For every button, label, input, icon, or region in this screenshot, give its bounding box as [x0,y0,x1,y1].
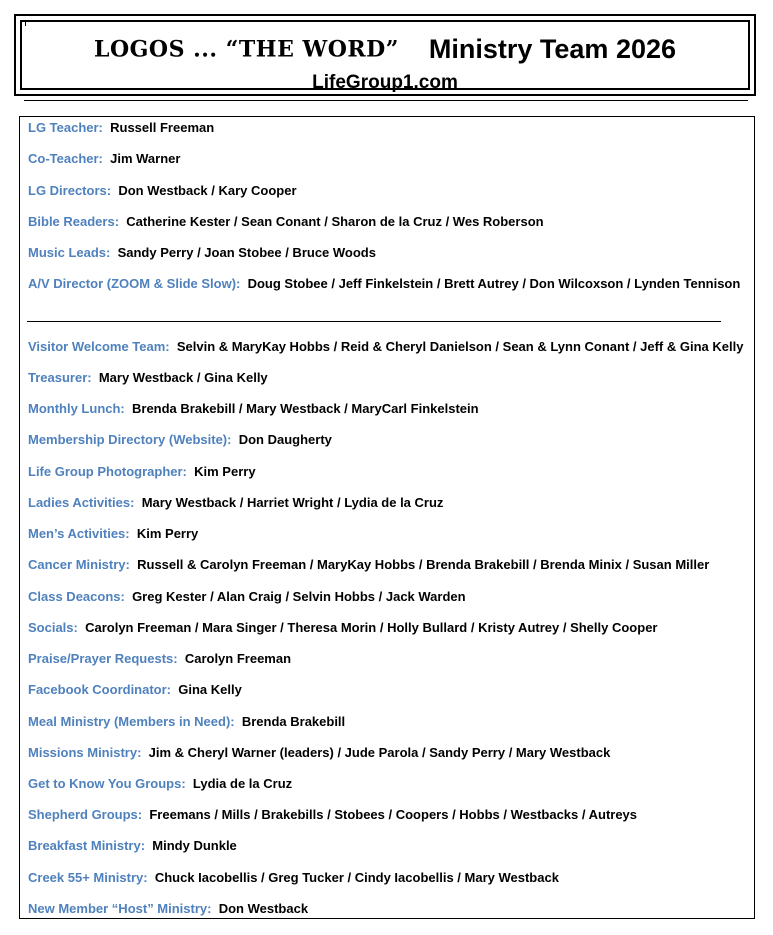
role-members: Brenda Brakebill [241,714,346,729]
role-label: Praise/Prayer Requests: [28,651,178,666]
role-members: Mary Westback / Gina Kelly [98,370,268,385]
roster-row [28,714,345,730]
role-label: Socials: [28,620,78,635]
role-label: New Member “Host” Ministry: [28,901,212,916]
role-label: Monthly Lunch: [28,401,125,416]
roster-row [28,214,544,230]
role-label: Men’s Activities: [28,526,130,541]
roster-row [28,183,297,199]
role-label: A/V Director (ZOOM & Slide Slow): [28,276,241,291]
role-label: LG Directors: [28,183,112,198]
roster-row [28,620,657,636]
website-text: LifeGroup1.com [312,72,458,93]
role-label: LG Teacher: [28,120,103,135]
role-members: Gina Kelly [178,682,242,697]
role-label: Music Leads: [28,245,111,260]
role-members: Freemans / Mills / Brakebills / Stobees / Coopers / Hobbs / Westbacks / Autreys [149,807,638,822]
roster-row [28,557,709,573]
roster-row [28,682,242,698]
roster-row [28,651,291,667]
roster-row [28,432,332,448]
roster-row [28,495,443,511]
logos-title: LOGOS ... “THE WORD” [93,36,399,63]
roster-row [28,870,559,886]
role-members: Don Daugherty [238,432,332,447]
title-line [22,34,748,68]
role-members: Mary Westback / Harriet Wright / Lydia de la Cruz [141,495,444,510]
role-label: Treasurer: [28,370,92,385]
role-label: Facebook Coordinator: [28,682,172,697]
roster-box [19,116,755,919]
role-label: Missions Ministry: [28,745,142,760]
role-members: Sandy Perry / Joan Stobee / Bruce Woods [117,245,376,260]
roster-row [28,339,743,355]
role-label: Membership Directory (Website): [28,432,232,447]
role-members: Mindy Dunkle [152,838,237,853]
role-members: Brenda Brakebill / Mary Westback / MaryCarl Finkelstein [132,401,479,416]
ministry-title: Ministry Team 2026 [428,34,677,64]
header-frame [14,14,756,96]
role-members: Chuck Iacobellis / Greg Tucker / Cindy Iacobellis / Mary Westback [154,870,559,885]
role-label: Cancer Ministry: [28,557,130,572]
roster-row [28,245,376,261]
roster-row [28,370,268,386]
role-members: Kim Perry [136,526,199,541]
roster-row [28,745,610,761]
role-members: Carolyn Freeman / Mara Singer / Theresa Morin / Holly Bullard / Kristy Autrey / Shelly Cooper [85,620,658,635]
role-members: Kim Perry [194,464,256,479]
role-members: Carolyn Freeman [184,651,292,666]
section-divider [27,321,721,322]
role-members: Doug Stobee / Jeff Finkelstein / Brett Autrey / Don Wilcoxson / Lynden Tennison [247,276,741,291]
role-label: Creek 55+ Ministry: [28,870,148,885]
role-label: Ladies Activities: [28,495,135,510]
roster-row [28,276,740,292]
roster-row [28,838,237,854]
role-label: Shepherd Groups: [28,807,143,822]
role-members: Russell Freeman [110,120,215,135]
role-members: Catherine Kester / Sean Conant / Sharon de la Cruz / Wes Roberson [126,214,544,229]
role-label: Class Deacons: [28,589,125,604]
role-members: Lydia de la Cruz [192,776,293,791]
role-members: Russell & Carolyn Freeman / MaryKay Hobbs / Brenda Brakebill / Brenda Minix / Susan Miller [137,557,710,572]
role-label: Life Group Photographer: [28,464,187,479]
roster-row [28,589,466,605]
role-label: Breakfast Ministry: [28,838,146,853]
header-inner-frame [20,20,750,93]
roster-row [28,464,256,480]
role-members: Don Westback [218,901,309,916]
role-members: Selvin & MaryKay Hobbs / Reid & Cheryl Danielson / Sean & Lynn Conant / Jeff & Gina Kelly [176,339,744,354]
role-label: Co-Teacher: [28,151,103,166]
role-members: Jim & Cheryl Warner (leaders) / Jude Parola / Sandy Perry / Mary Westback [148,745,611,760]
role-members: Greg Kester / Alan Craig / Selvin Hobbs / Jack Warden [132,589,466,604]
roster-row [28,151,180,167]
roster-row [28,901,308,917]
roster-row [28,526,198,542]
roster-row [28,401,479,417]
role-members: Jim Warner [110,151,181,166]
role-members: Don Westback / Kary Cooper [118,183,297,198]
roster-row [28,807,637,823]
roster-row [28,120,214,136]
role-label: Meal Ministry (Members in Need): [28,714,235,729]
role-label: Bible Readers: [28,214,120,229]
role-label: Get to Know You Groups: [28,776,186,791]
header-rule [24,100,748,101]
role-label: Visitor Welcome Team: [28,339,170,354]
roster-row [28,776,292,792]
